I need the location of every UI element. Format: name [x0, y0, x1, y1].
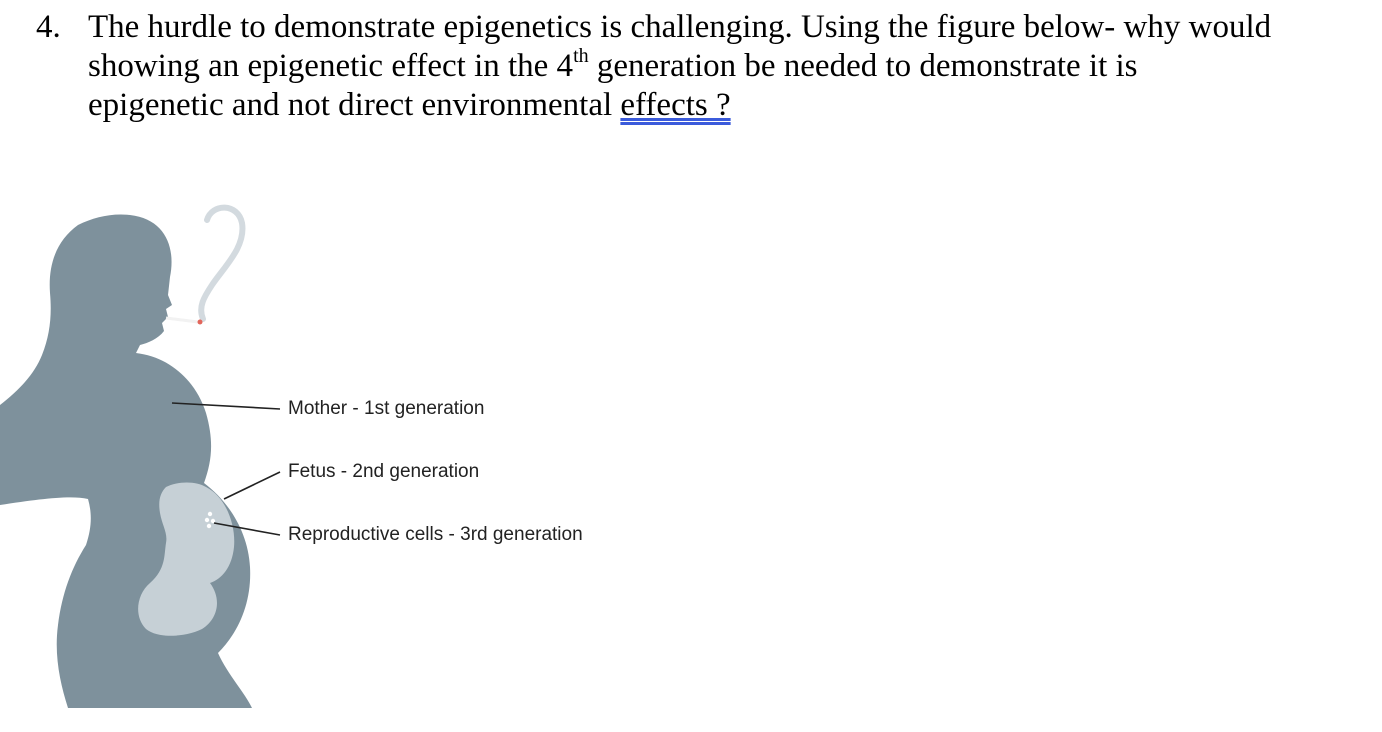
label-fetus: Fetus - 2nd generation — [288, 461, 480, 482]
reproductive-cell — [208, 512, 212, 516]
reproductive-cell — [205, 518, 209, 522]
fetus-leader-line — [224, 472, 280, 499]
question-text-part2: generation be needed to demonstrate it is epigenetic and not direct environmental — [88, 48, 1138, 123]
mother-silhouette — [0, 214, 252, 708]
generations-figure — [0, 195, 700, 715]
ordinal-superscript: th — [573, 45, 589, 67]
smoke-icon — [201, 208, 242, 319]
question-text — [88, 8, 1276, 125]
reproductive-cell — [207, 524, 211, 528]
label-reproductive-cells: Reproductive cells - 3rd generation — [288, 524, 583, 545]
question-block — [36, 8, 1276, 125]
question-text-part1: The hurdle to demonstrate epigenetics is challenging. Using the figure below- why would showing an epigenetic effect in the 4 — [88, 9, 1272, 84]
question-number: 4. — [36, 9, 61, 45]
pregnant-woman-smoking-illustration — [0, 195, 700, 715]
cigarette-icon — [166, 318, 198, 322]
label-mother: Mother - 1st generation — [288, 398, 485, 419]
cigarette-ember — [198, 320, 203, 325]
spellcheck-underlined-text: effects ? — [620, 87, 731, 123]
